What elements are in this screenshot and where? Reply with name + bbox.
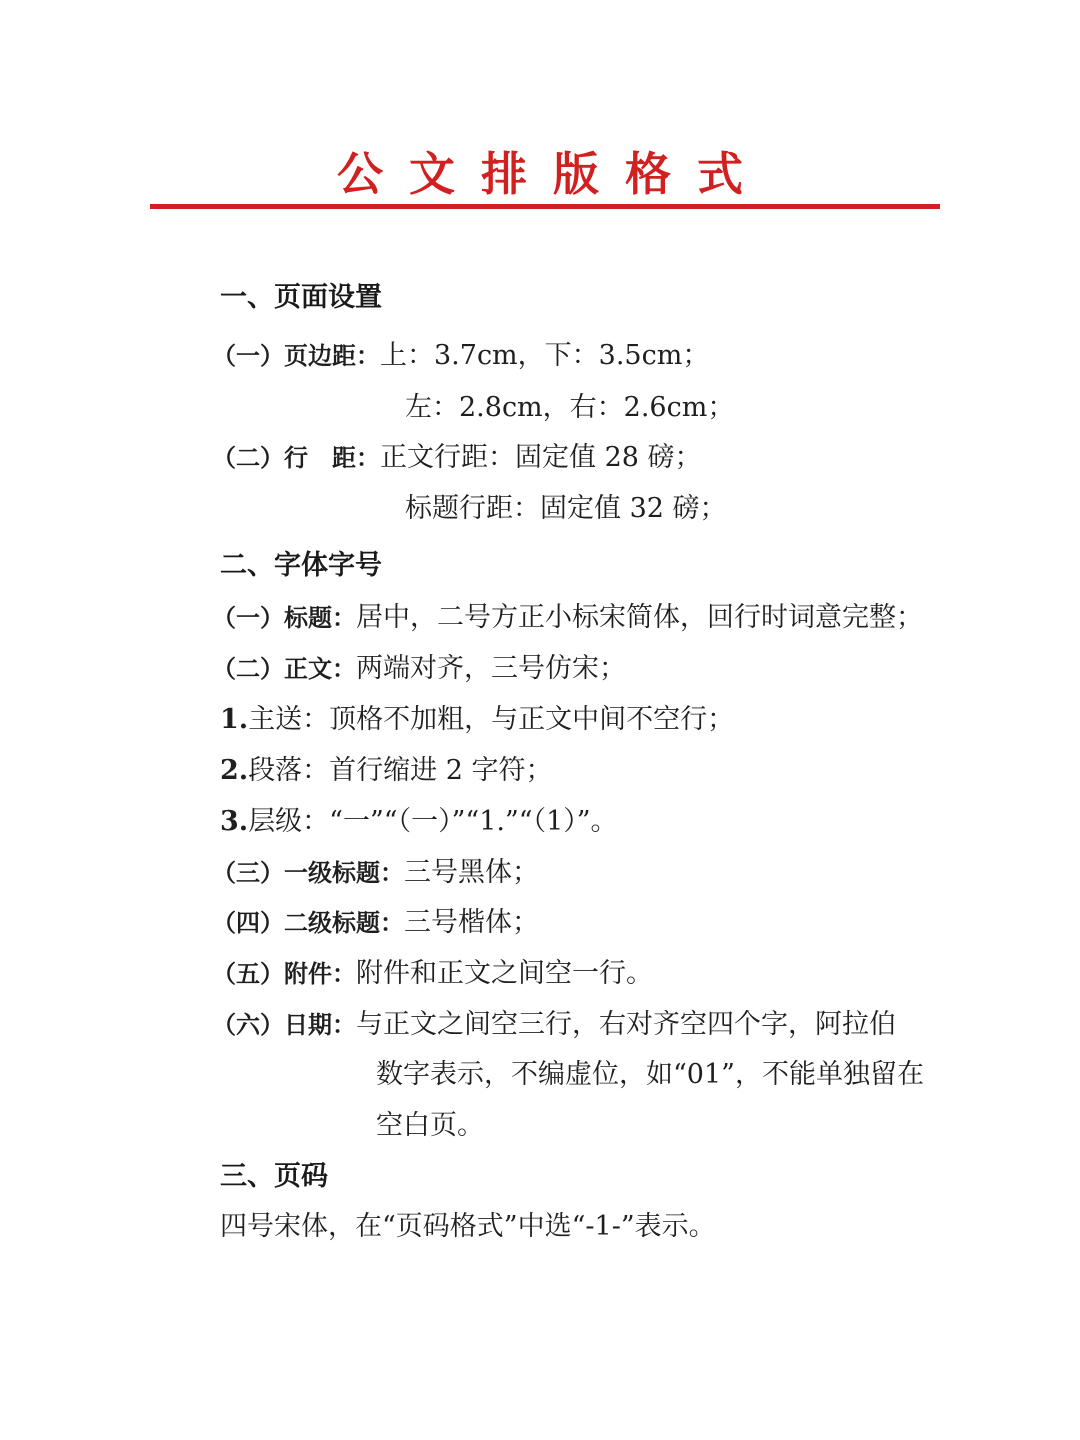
spacing-line-1: 正文行距：固定值 28 磅； <box>380 442 702 473</box>
date-label: （六）日期： <box>212 1011 356 1039</box>
margin-line-1: 上：3.7cm，下：3.5cm； <box>380 340 710 371</box>
page-number-text: 四号宋体，在“页码格式”中选“-1-”表示。 <box>220 1211 716 1242</box>
level1-row <box>212 853 539 893</box>
list-item-3-number: 3. <box>220 806 249 837</box>
level1-label: （三）一级标题： <box>212 859 404 887</box>
list-item-1 <box>220 700 734 740</box>
list-item-2 <box>220 751 553 791</box>
level1-text: 三号黑体； <box>404 857 539 888</box>
level2-label: （四）二级标题： <box>212 909 404 937</box>
level2-row <box>212 903 539 943</box>
body-rule-row <box>212 649 626 689</box>
section-heading-page-number: 三、页码 <box>220 1161 328 1192</box>
body-rule-text: 两端对齐，三号仿宋； <box>356 653 626 684</box>
spacing-line-2: 标题行距：固定值 32 磅； <box>405 493 727 524</box>
list-item-3-text: 层级：“一”“（一）”“1.”“（1）”。 <box>248 806 618 837</box>
date-row <box>212 1005 896 1045</box>
date-line-2: 数字表示，不编虚位，如“01”，不能单独留在 <box>376 1059 924 1090</box>
margin-line-2: 左：2.8cm，右：2.6cm； <box>405 392 735 423</box>
document-title: 公文排版格式 <box>337 147 769 201</box>
title-underline <box>150 204 940 209</box>
date-line-3: 空白页。 <box>376 1110 484 1141</box>
list-item-3 <box>220 802 618 842</box>
title-rule-text: 居中，二号方正小标宋简体，回行时词意完整； <box>356 602 923 633</box>
title-rule-label: （一）标题： <box>212 604 356 632</box>
attachment-row <box>212 954 653 994</box>
attachment-label: （五）附件： <box>212 960 356 988</box>
level2-text: 三号楷体； <box>404 907 539 938</box>
spacing-label: （二）行 距： <box>212 444 380 472</box>
title-rule-row <box>212 598 923 638</box>
margin-label: （一）页边距： <box>212 342 380 370</box>
attachment-text: 附件和正文之间空一行。 <box>356 958 653 989</box>
section-heading-fonts: 二、字体字号 <box>220 550 382 581</box>
list-item-2-number: 2. <box>220 755 249 786</box>
date-line-1: 与正文之间空三行，右对齐空四个字，阿拉伯 <box>356 1009 896 1040</box>
list-item-2-text: 段落：首行缩进 2 字符； <box>248 755 553 786</box>
margin-row <box>212 336 709 376</box>
list-item-1-number: 1. <box>220 704 249 735</box>
section-heading-page-setup: 一、页面设置 <box>220 282 382 313</box>
body-rule-label: （二）正文： <box>212 655 356 683</box>
list-item-1-text: 主送：顶格不加粗，与正文中间不空行； <box>248 704 735 735</box>
spacing-row <box>212 438 702 478</box>
